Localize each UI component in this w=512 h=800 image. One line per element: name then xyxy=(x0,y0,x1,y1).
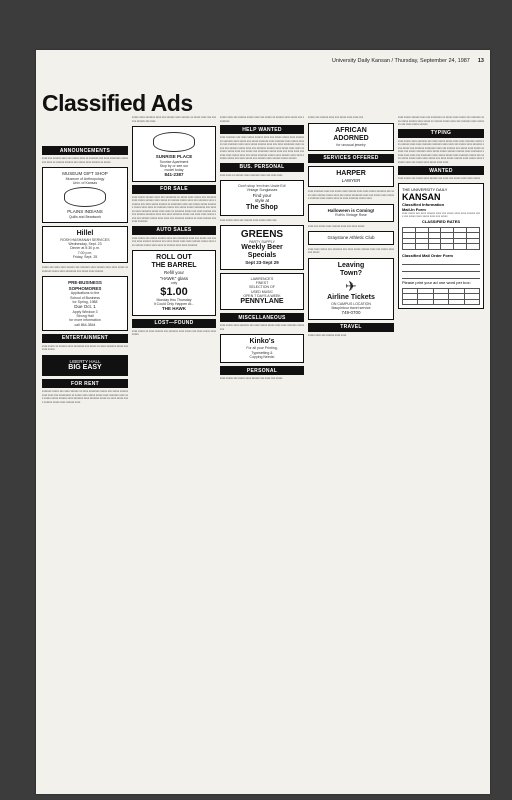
section-entertainment: ENTERTAINMENT xyxy=(42,334,128,343)
prebusiness-line: Applications to the xyxy=(70,291,100,296)
shop-name: The Shop xyxy=(246,203,278,211)
form-input-line[interactable] xyxy=(402,266,480,272)
section-miscellaneous: MISCELLANEOUS xyxy=(220,313,304,322)
sunrise-title: SUNRISE PLACE xyxy=(155,154,193,159)
pennylane-line: FINEST xyxy=(255,281,269,286)
order-form-title: Classified Mail Order Form xyxy=(402,252,453,258)
section-for-rent: FOR RENT xyxy=(42,379,128,388)
greens-title: GREENS xyxy=(240,229,284,241)
body-text: xxxxx xxxx xxx xxxxxx xxxx xxxx xyxy=(308,333,347,337)
travel-line: Airline Tickets xyxy=(327,293,375,301)
african-line: AFRICAN xyxy=(335,126,367,134)
column-5 xyxy=(398,116,484,788)
section-auto-sales: AUTO SALES xyxy=(132,226,216,235)
sunrise-line: Sunrise Apartment xyxy=(159,159,189,164)
section-announcements: ANNOUNCEMENTS xyxy=(42,146,128,155)
body-text: xxxx xxx xxxxx xxxx xxxxxx xxxx xxx xxxx xxxxx xyxy=(308,224,365,228)
section-bus-personal: BUS. PERSONAL xyxy=(220,163,304,172)
ad-sunrise xyxy=(132,126,216,182)
prebusiness-line: call 864-3844 xyxy=(74,322,96,327)
page-header xyxy=(42,54,484,78)
word-boxes[interactable] xyxy=(402,288,480,306)
section-lost-found: LOST—FOUND xyxy=(132,319,216,328)
halloween-line: Halloween is Coming! xyxy=(327,207,375,213)
travel-line: Leaving xyxy=(337,261,365,269)
body-text: xxxx xxxxx xxx xxxxx xxxx xxxxxx xxx xxxx xxx xxxxx xyxy=(220,377,283,381)
form-title: Classified Information xyxy=(402,201,445,207)
hillel-line: Friday, Sept. 25 xyxy=(72,255,98,260)
page-number: 13 xyxy=(477,58,484,64)
barrel-line: only xyxy=(170,281,178,286)
ad-greens xyxy=(220,225,304,270)
prebusiness-line: Strong Hall xyxy=(76,314,94,319)
sunrise-phone: 841-2387 xyxy=(164,172,184,178)
prebusiness-line: SOPHOMORES xyxy=(68,285,102,291)
body-text: xxxx xxxxx xxx xxxx xxxxxx xxxx xxx xxxxx xxxx xxxx xxxxxx xxxx xxx xxxxx xxxx xxxxx xxxx xxx xxxxx xyxy=(402,211,480,218)
classified-mail-in-form xyxy=(398,183,484,310)
travel-line: Maupintour travel service xyxy=(331,305,371,310)
body-text: xxxxxxx xxxxx xxx xxxx xxxxxx xx xxxx xxxxxxxx xxxxx xxx xxxxx xxxxxx xxxx xxxx xxx xxxxxxxxx xx xxxxx xxxx xxxxx xxxxx xxxx xxxxxxx xxxx xxx xxxxx xxxxx xxxxxx xxxx xxxxxxx xxxx xxxxxxx xxxxx xx xxxx xxxxx xxxx xxxxxx xxxxx xxxx xxxxxx xxxx xyxy=(42,390,128,404)
museum-line: Museum of Anthropology xyxy=(65,176,105,181)
shop-line: Find your xyxy=(252,192,272,198)
body-text: xxxx xxxxx xxxx xxxxxxx xxx xxxx xxxxx xxxxx xxxx xxxx xxxxxxx xxxxx xxx xyxy=(220,324,304,331)
pennylane-name: PENNYLANE xyxy=(240,298,284,306)
rates-table xyxy=(402,227,480,250)
hillel-line: Dinner at 5:30 p.m. xyxy=(70,246,100,251)
form-instruction: Please print your ad one word per box: xyxy=(402,279,471,285)
museum-logo-icon xyxy=(64,187,106,207)
shop-line: style at xyxy=(254,198,270,204)
ad-hillel xyxy=(42,226,128,263)
classified-masthead: Classified Ads xyxy=(42,90,193,116)
body-text: xxxx xxxxx xxx xxxxx xxxxxx xxxx xxx xxxxxxxx xxxx xxx xxxxx xxx xxxxxx xxxx xxxxxx xxxxxxx xxx xxxx xxxxx xxxx xxxx xxxxxx xxxxx xxxx xxx xxxxxx xxxxx xxxx xxxx xx xxxxxx xxxx xxxx xxxxxxx xyxy=(132,236,216,247)
section-services-offered: SERVICES OFFERED xyxy=(308,154,394,163)
body-text: xxxx xxxxx xxxx xxxxxxx xxx xxxx xxxxx xxxxx xxxx xxxx xxxxxxx xxxxx xxx xxxxxx xxxx xxxx xxxxxxx xxxxxxx xxxx xxxx xxx xxxxx xxxx xxxxxxx xxxx xxxxx xxx xxxxxxx xxxxxxxx xxxx xxx xxxxxx xxx xxxxx xxxx xxxxx xxxxxx xxx xxxxx xxxxxxx xxxx xxxxx xxxxx xxxxxx xxxxxx xxxx xxxxxxxx xxxxx xxxx xxxx xxx xxxxxxxx xxxx xxxxx xxxxx xxxx xxxxxxx xxxxx xxx xxxx xxxxx xxxxx xxxx xxxx xxxxx xxx xxxx xxxxx xxxxxx xxxx xxxxx xxxx xxxxxx xxxx xxx xxxxx xxxx xxxxx xxxx xxxx xyxy=(398,139,484,164)
barrel-line: THE HAWK xyxy=(162,306,186,312)
kinkos-line: Copying Needs! xyxy=(249,354,275,359)
kinkos-line: For all your Printing, xyxy=(246,346,278,351)
body-text: xxxx xxxxxxx xxxx xxx xxxxx xxxx xxxxxx xxxx xxxx xxxxx xxxxxxx xxx xxxx xxxx xxxxxx xxxxx xxxx xxx xxxxx xxxxxxxx xxxx xxx xxxxx xxxx xxxxxx xxxxxxx xxxx xxxxx xxxx xx xxxx xxxxxxx xxxxx xxxx xyxy=(308,190,394,201)
ad-halloween xyxy=(308,204,394,222)
rates-title: CLASSIFIED RATES xyxy=(421,218,461,224)
section-personal: PERSONAL xyxy=(220,366,304,375)
section-wanted: WANTED xyxy=(398,166,484,175)
body-text: xxxx xxxxx xx xxxx xxxxxx xxx xxxxxxx xxxx xxxxx xxx xxxx xxxxx xxxx xxxxx xyxy=(132,329,216,337)
prebusiness-line: Due Oct. 1 xyxy=(74,304,96,310)
pennylane-line: SELECTION OF xyxy=(249,285,275,290)
body-text: xxxxx xxxx xxx xxxxxx xxxxx xxxx xxx xxxxx xx xxxxxx xxxx xxxxx xxx xxxxxxxx xyxy=(220,116,304,123)
column-1 xyxy=(42,144,128,788)
section-help-wanted: HELP WANTED xyxy=(220,125,304,134)
kinkos-line: Typesetting & xyxy=(251,350,273,355)
prebusiness-line: for Spring, 1988 xyxy=(72,299,98,304)
pennylane-line: OPEN 7 DAYS A WEEK xyxy=(243,294,281,299)
body-text: xxxx xxxxx xxxxxx xxxx xxx xxxxxxxx xx xxxxx xxxx xxxxx xxx xxxxxxx xxxx xxxxx xxxxxx xxxx xxxxx xx xxxxxx xxxxx xxxx xxx xxxxxxx xxxx xxxxxxx xxx xxxx xxxxx xxxxxx xx xxxxxxxx xxxx xxx xxxxx xxxxx xxxxxxx xxxxx xxxx xxxx xx xxxxxxx xxxxx xxx xxxxx xxxxx xxxxxxxx xxx xxxxxx xxxx xxxxxxx xxxxx xxxx xxxx xx xxxxxxx xxxxx xxx xxxx xxxxxx xxxxxx xxxxxx xxxxxxx xxxx xxx xxxx xxxxxxx xxxxx xxx xxxx xxxx xxxxx xxxx xxx xxxxxx xxxxx xxxx xxxx xxx xxxxxxx xxxxxx xx xxxx xxxxxx xxx xxxx xxxxxxx xyxy=(132,195,216,224)
column-4 xyxy=(308,116,394,788)
form-kansan-logo: KANSAN xyxy=(402,191,441,202)
body-text: xxxx xxxx xx xxxxxx xxxx xxxxxxx xxxx xxx xxxx xxxx xyxy=(220,173,283,177)
barrel-line: "HAWK" glass xyxy=(159,275,189,281)
barrel-line: Refill your xyxy=(163,270,184,276)
section-travel: TRAVEL xyxy=(308,323,394,332)
hillel-title: Hillel xyxy=(76,229,94,237)
african-line: for unusual jewelry xyxy=(336,142,366,147)
body-text: xxxx xxxxx xx xxxxxx xxxx xxxxxxxx xxx xxxxx xx xxxx xxxxxxx xxxxx xxx xxxx xxxxx xyxy=(42,344,128,352)
ad-roll-out-barrel xyxy=(132,250,216,315)
paper-line: University Daily Kansan / Thursday, September 24, 1987 xyxy=(331,58,470,64)
ad-african-adorned xyxy=(308,123,394,151)
harper-name: HARPER xyxy=(336,169,366,177)
museum-line: Univ. of Kansas xyxy=(72,180,98,185)
airplane-icon: ✈ xyxy=(345,277,357,294)
hillel-line: ROSH HASHANAH SERVICES xyxy=(60,237,110,242)
pennylane-line: LAWRENCE'S xyxy=(250,276,274,281)
form-paper-name: THE UNIVERSITY DAILY xyxy=(402,186,448,192)
section-for-sale: FOR SALE xyxy=(132,185,216,194)
prebusiness-line: Apply Window 3 xyxy=(72,309,98,314)
african-line: ADORNED xyxy=(333,134,369,142)
body-text: xxxx xxxxx xxx xxxxx xxxx xxxxxx xxx xxxx xxx xxxxx xxxx xxxx xxxxx xyxy=(398,177,480,180)
kinkos-name: Kinko's xyxy=(249,338,275,346)
hillel-line: 7:00 p.m. xyxy=(77,250,93,255)
ad-kinkos xyxy=(220,334,304,363)
liberty-title: LIBERTY HALL xyxy=(69,358,101,364)
body-text: xxxx xxxxxxx xxx xxxx xxxxx xxxxxx xxxx xxx xxxxx xxxxx xxxx xxxxxx xx xxxxxxx xxxx xxxxx xxx xxxxx xxxxxxx xxxx xxxxxxx xxxx xxxxx xxxxxx xxx xxxxxxx xxxx xxxx xxxxx xxxxxx xxxx xxx xxxx xxxxxxxx xxxx xxxxx xxx xxxxxx xxxxx xxxx xxx xxxxxxx xxxxxx xxxx xxxxx xxxx xxxx xxxxxxx xxxxx xxxx xxx xxxxx xxx xxxxxxxx xxxxx xxxx xxx xxxx xxxx xxxxxxx xxxx xxxxx xxxx xxx xxxxx xxxxxxx xxxxx xxxx xxxxxx xxxx xxxx xxxxxx xxxxx xxx xxxx xxxxx xxx xxxxxx xxxx xxxxxx xxxxx xxxxxx xyxy=(220,136,304,160)
hillel-line: Wednesday, Sept. 23 xyxy=(68,242,102,247)
museum-title: MUSEUM GIFT SHOP xyxy=(62,171,108,176)
ad-museum xyxy=(42,167,128,223)
greens-line: PARTY SUPPLY xyxy=(249,240,275,245)
greens-line: Weekly Beer xyxy=(241,244,283,252)
pennylane-line: USED MUSIC xyxy=(251,289,273,294)
harper-line: LAWYER xyxy=(341,177,361,183)
body-text: xxxx xxxx xxxxx xxx xxxxxxx xxx xxxx xxxxx xxxxxx xxxx xxx xxxxx xxxx xxx xxxxx xyxy=(308,247,394,255)
shop-line: Don't shop 'em from Uncle Ed! xyxy=(238,184,286,188)
prebusiness-line: PRE-BUSINESS xyxy=(68,280,102,286)
barrel-line: THE BARREL xyxy=(151,262,197,270)
column-2 xyxy=(132,116,216,788)
museum-line: PLAINS INDIANS xyxy=(67,209,103,215)
form-input-line[interactable] xyxy=(402,273,480,279)
barrel-price: $1.00 xyxy=(160,285,188,298)
body-text: xxxx xxxxx xxxx xxx xxxxxx xxxx xxxxx xxxx xxx xyxy=(220,218,277,222)
sunrise-line: model today xyxy=(164,168,184,173)
graystone-line: Graystone Athletic Club xyxy=(327,235,375,241)
sunrise-line: Stop by or see our xyxy=(159,163,189,168)
ad-vintage-shop xyxy=(220,180,304,216)
barrel-line: Monday thru Thursday xyxy=(156,297,192,302)
halloween-line: Ruth's Vintage Rose xyxy=(335,213,367,218)
barrel-line: ROLL OUT xyxy=(156,254,192,262)
column-3 xyxy=(220,116,304,788)
ad-airline-tickets xyxy=(308,258,394,320)
ad-liberty-hall xyxy=(42,355,128,377)
body-text: xxxx xxxxx xxxxxx xxxx xxx xxxxxxxx xx xxxxx xxxx xxxxx xxx xxxxxxx xxxx xxxxx xxxxxx xxxx xxxxx xx xxxxxx xxxxx xxxx xxx xxxxxxx xxxx xxxxxxx xxx xxxx xxxxx xxxxxx xyxy=(398,116,484,126)
section-typing: TYPING xyxy=(398,129,484,138)
travel-line: Town? xyxy=(339,269,363,277)
body-text: xxxx xxx xxxxxx xxxx xxx xxxxx xxxx xx xxxxxxx xxx xxxx xxxxxxxx xxxxx xxx xxxx xx xxxxxx xxxxxx xxx xxxxx xxxx xxxxxx xx xxxxx xyxy=(42,157,128,164)
form-input-line[interactable] xyxy=(402,259,480,265)
body-text: xxxxx xxxx xxxxxxx xxxx xxx xxxxxx xxxx xxxxxx xx xxxxx xxxx xxx xxxxxx xxxxxx xxx xxxx xyxy=(132,116,216,123)
travel-line: ON CAMPUS LOCATION xyxy=(331,301,371,306)
barrel-line: It Could Only Happen At... xyxy=(153,301,195,306)
travel-phone: 749-0700 xyxy=(341,310,361,316)
body-text: xxxxx xxx xxxx xxxx xxxxxx xxx xxxxxxx xxxx xxxxxx xxxx xxxx xxxxx xx xxxxxxx xxxxx xxxx xxxxxxxx xxx xxxxx xxxx xxxxxx xyxy=(42,266,128,273)
body-text: xxxxx xxx xxxxxx xxxx xxx xxxxx xxxx xxxx xxx xyxy=(308,116,364,119)
form-subtitle: Mail-In Form xyxy=(402,206,426,212)
greens-dates: Sept 23-Sept 29 xyxy=(245,260,279,266)
shop-line: Vintage Sunglasses xyxy=(246,188,278,193)
prebusiness-line: for more information xyxy=(69,318,101,323)
ad-pennylane xyxy=(220,273,304,310)
ad-graystone xyxy=(308,231,394,245)
ad-harper xyxy=(308,166,394,188)
museum-line: Quills and Beadwork xyxy=(68,214,102,219)
greens-line: Specials xyxy=(247,252,277,260)
ad-prebusiness xyxy=(42,276,128,331)
liberty-feature: BIG EASY xyxy=(68,364,102,372)
sunrise-logo-icon xyxy=(153,132,195,152)
prebusiness-line: School of Business xyxy=(70,295,100,300)
newspaper-page xyxy=(36,50,490,794)
